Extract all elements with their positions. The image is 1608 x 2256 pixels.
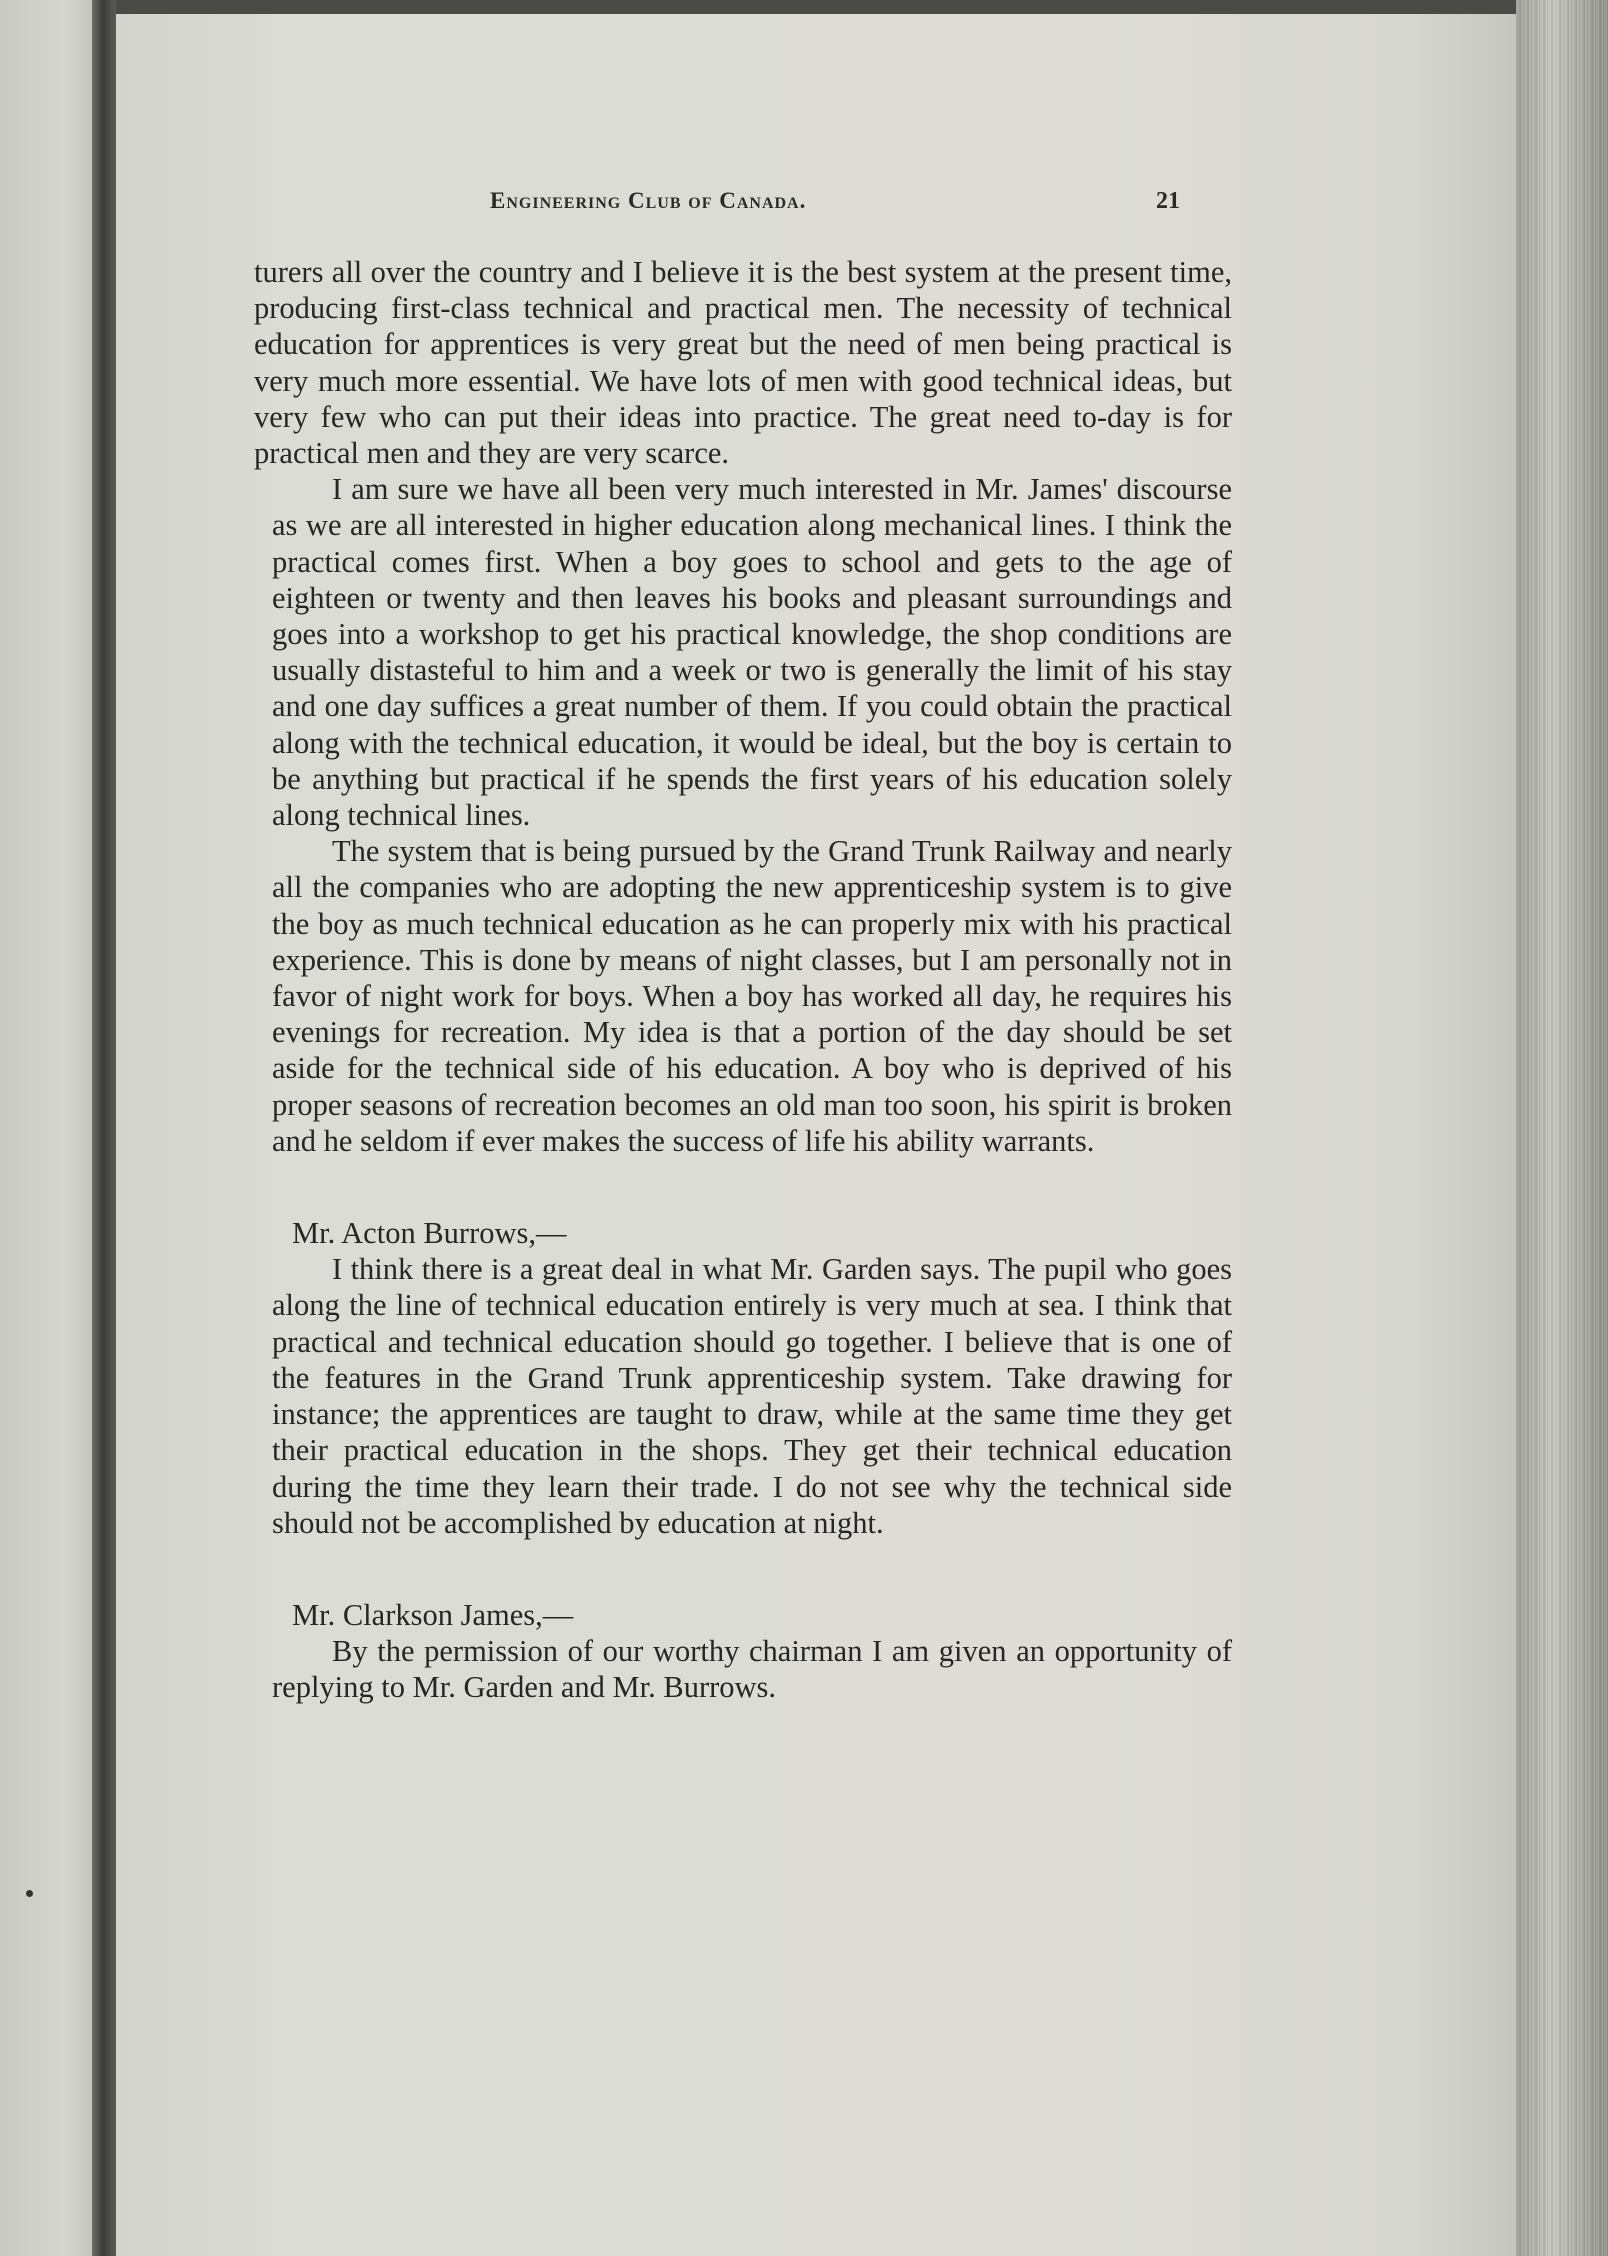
top-edge (0, 0, 1608, 14)
paragraph: The system that is being pursued by the Grand Trunk Railway and nearly all the companies who are adopting the new apprenticeship system is to give the boy as much technical education as he can properly mix with his practical experience. This is done by means of night classes, but I am personally not in favor of night work for boys. When a boy has worked all day, he requires his evenings for recreation. My idea is that a portion of the day should be set aside for the technical side of his education. A boy who is deprived of his proper seasons of recreation becomes an old man too soon, his spirit is broken and he seldom if ever makes the success of life his ability warrants. (272, 834, 1232, 1158)
speaker-name: Mr. Clarkson James,— (292, 1597, 574, 1632)
speaker-speech: I think there is a great deal in what Mr. Garden says. The pupil who goes along the line of technical education entirely is very much at sea. I think that practical and technical education should go together. I believe that is one of the features in the Grand Trunk apprenticeship system. Take drawing for instance; the apprentices are taught to draw, while at the same time they get their practical education in the shops. They get their technical education during the time they learn their trade. I do not see why the technical side should not be accomplished by education at night. (272, 1252, 1232, 1540)
paragraph: I am sure we have all been very much interested in Mr. James' discourse as we are all interested in higher education along mechanical lines. I think the practical comes first. When a boy goes to school and gets to the age of eighteen or twenty and then leaves his books and pleasant surroundings and goes into a workshop to get his practical knowledge, the shop conditions are usually distasteful to him and a week or two is generally the limit of his stay and one day suffices a great number of them. If you could obtain the practical along with the technical education, it would be ideal, but the boy is certain to be anything but practical if he spends the first years of his education solely along technical lines. (272, 472, 1232, 833)
paragraph-continued: turers all over the country and I believe it is the best system at the present time, producing first-class technical and practical men. The necessity of technical education for apprentices is very great but the need of men being practical is very much more essential. We have lots of men with good technical ideas, but very few who can put their ideas into practice. The great need to-day is for practical men and they are very scarce. (254, 255, 1232, 471)
page-edges-shadow (1516, 0, 1608, 2256)
body-text (254, 254, 1232, 1706)
speaker-name: Mr. Acton Burrows,— (292, 1216, 567, 1251)
running-head (490, 188, 1200, 214)
speaker-speech: By the permission of our worthy chairman I am given an opportunity of replying to Mr. Garden and Mr. Burrows. (272, 1634, 1232, 1705)
dust-speck (26, 1890, 33, 1897)
book-gutter (92, 0, 116, 2256)
running-head-title: Engineering Club of Canada. (490, 188, 807, 213)
page-number: 21 (1156, 188, 1180, 214)
